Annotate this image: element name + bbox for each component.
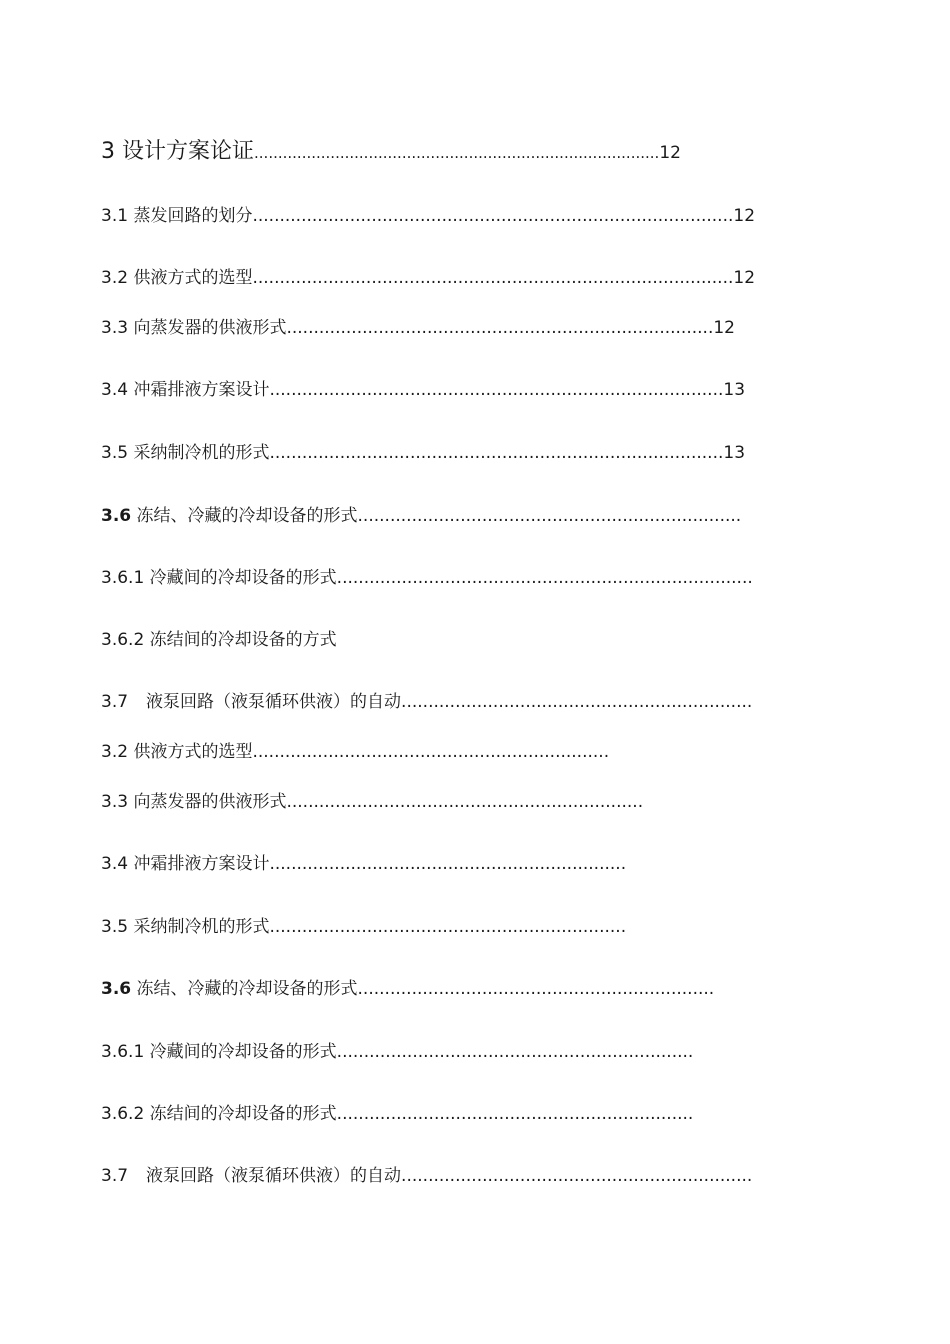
toc-title: 液泵回路（液泵循环供液）的自动 [146, 1166, 402, 1186]
toc-leader: .................................................................. [286, 792, 644, 812]
toc-title: 供液方式的选型 [133, 742, 253, 762]
toc-entry-3 [101, 137, 681, 168]
toc-entry-3-6 [101, 504, 741, 528]
toc-leader: ..................................................................................... [254, 144, 660, 162]
toc-title: 冷藏间的冷却设备的形式 [149, 568, 337, 588]
toc-entry-3-6-2-repeat [101, 1102, 693, 1126]
toc-entry-3-1 [101, 204, 755, 228]
toc-title: 冲霜排液方案设计 [133, 380, 270, 400]
toc-number: 3.5 [101, 917, 129, 937]
toc-entry-3-5 [101, 441, 745, 465]
toc-entry-3-6-1 [101, 566, 753, 590]
toc-leader: .................................................................. [336, 1104, 694, 1124]
toc-number: 3.3 [101, 792, 129, 812]
toc-entry-3-5-repeat [101, 915, 626, 939]
toc-number: 3.6.2 [101, 1104, 145, 1124]
toc-entry-3-7 [101, 690, 752, 714]
toc-page-number: 13 [723, 380, 746, 400]
toc-number: 3.6 [101, 979, 132, 999]
toc-leader: .................................................................. [269, 854, 627, 874]
toc-number: 3.2 [101, 742, 129, 762]
toc-number: 3.4 [101, 854, 129, 874]
toc-number: 3.5 [101, 443, 129, 463]
toc-entry-3-2-repeat [101, 740, 609, 764]
toc-title: 冷藏间的冷却设备的形式 [149, 1042, 337, 1062]
toc-page-number: 12 [733, 206, 756, 226]
toc-number: 3.7 [101, 1166, 129, 1186]
toc-entry-3-6-1-repeat [101, 1040, 693, 1064]
toc-entry-3-4-repeat [101, 852, 626, 876]
toc-leader: ............................................................................. [336, 568, 753, 588]
toc-entry-3-6-repeat [101, 977, 714, 1001]
toc-leader: .................................................................. [252, 742, 610, 762]
toc-leader: .................................................................. [357, 979, 715, 999]
toc-number: 3.4 [101, 380, 129, 400]
toc-title: 向蒸发器的供液形式 [133, 792, 287, 812]
toc-leader: .................................................................. [336, 1042, 694, 1062]
toc-title: 设计方案论证 [122, 139, 255, 164]
toc-number: 3.1 [101, 206, 129, 226]
toc-title: 冻结、冷藏的冷却设备的形式 [136, 506, 358, 526]
toc-title: 冲霜排液方案设计 [133, 854, 270, 874]
toc-number: 3 [101, 139, 115, 164]
toc-entry-3-3-repeat [101, 790, 643, 814]
toc-entry-3-4 [101, 378, 745, 402]
toc-number: 3.2 [101, 268, 129, 288]
toc-page-number: 12 [659, 143, 681, 163]
toc-leader: .................................................................................... [269, 443, 724, 463]
toc-number: 3.6.2 [101, 630, 145, 650]
toc-title: 向蒸发器的供液形式 [133, 318, 287, 338]
toc-entry-3-3 [101, 316, 735, 340]
toc-leader: ....................................................................... [357, 506, 742, 526]
toc-title: 蒸发回路的划分 [133, 206, 253, 226]
toc-title: 采纳制冷机的形式 [133, 443, 270, 463]
toc-number: 3.7 [101, 692, 129, 712]
toc-entry-3-7-repeat [101, 1164, 752, 1188]
toc-title: 采纳制冷机的形式 [133, 917, 270, 937]
toc-title: 冻结间的冷却设备的方式 [149, 630, 337, 650]
toc-title: 冻结、冷藏的冷却设备的形式 [136, 979, 358, 999]
toc-title: 供液方式的选型 [133, 268, 253, 288]
toc-leader: .................................................................................... [269, 380, 724, 400]
toc-title: 冻结间的冷却设备的形式 [149, 1104, 337, 1124]
toc-leader: ................................................................. [401, 692, 753, 712]
toc-leader: ............................................................................... [286, 318, 714, 338]
toc-title: 液泵回路（液泵循环供液）的自动 [146, 692, 402, 712]
toc-leader: ......................................................................................... [252, 206, 734, 226]
toc-number: 3.6.1 [101, 568, 145, 588]
toc-entry-3-6-2 [101, 628, 337, 652]
toc-entry-3-2 [101, 266, 755, 290]
toc-page-number: 12 [713, 318, 735, 338]
toc-page-number: 13 [723, 443, 746, 463]
toc-leader: .................................................................. [269, 917, 627, 937]
toc-number: 3.6 [101, 506, 132, 526]
toc-number: 3.6.1 [101, 1042, 145, 1062]
toc-number: 3.3 [101, 318, 129, 338]
toc-leader: ......................................................................................... [252, 268, 734, 288]
toc-leader: ................................................................. [401, 1166, 753, 1186]
toc-page-number: 12 [733, 268, 756, 288]
